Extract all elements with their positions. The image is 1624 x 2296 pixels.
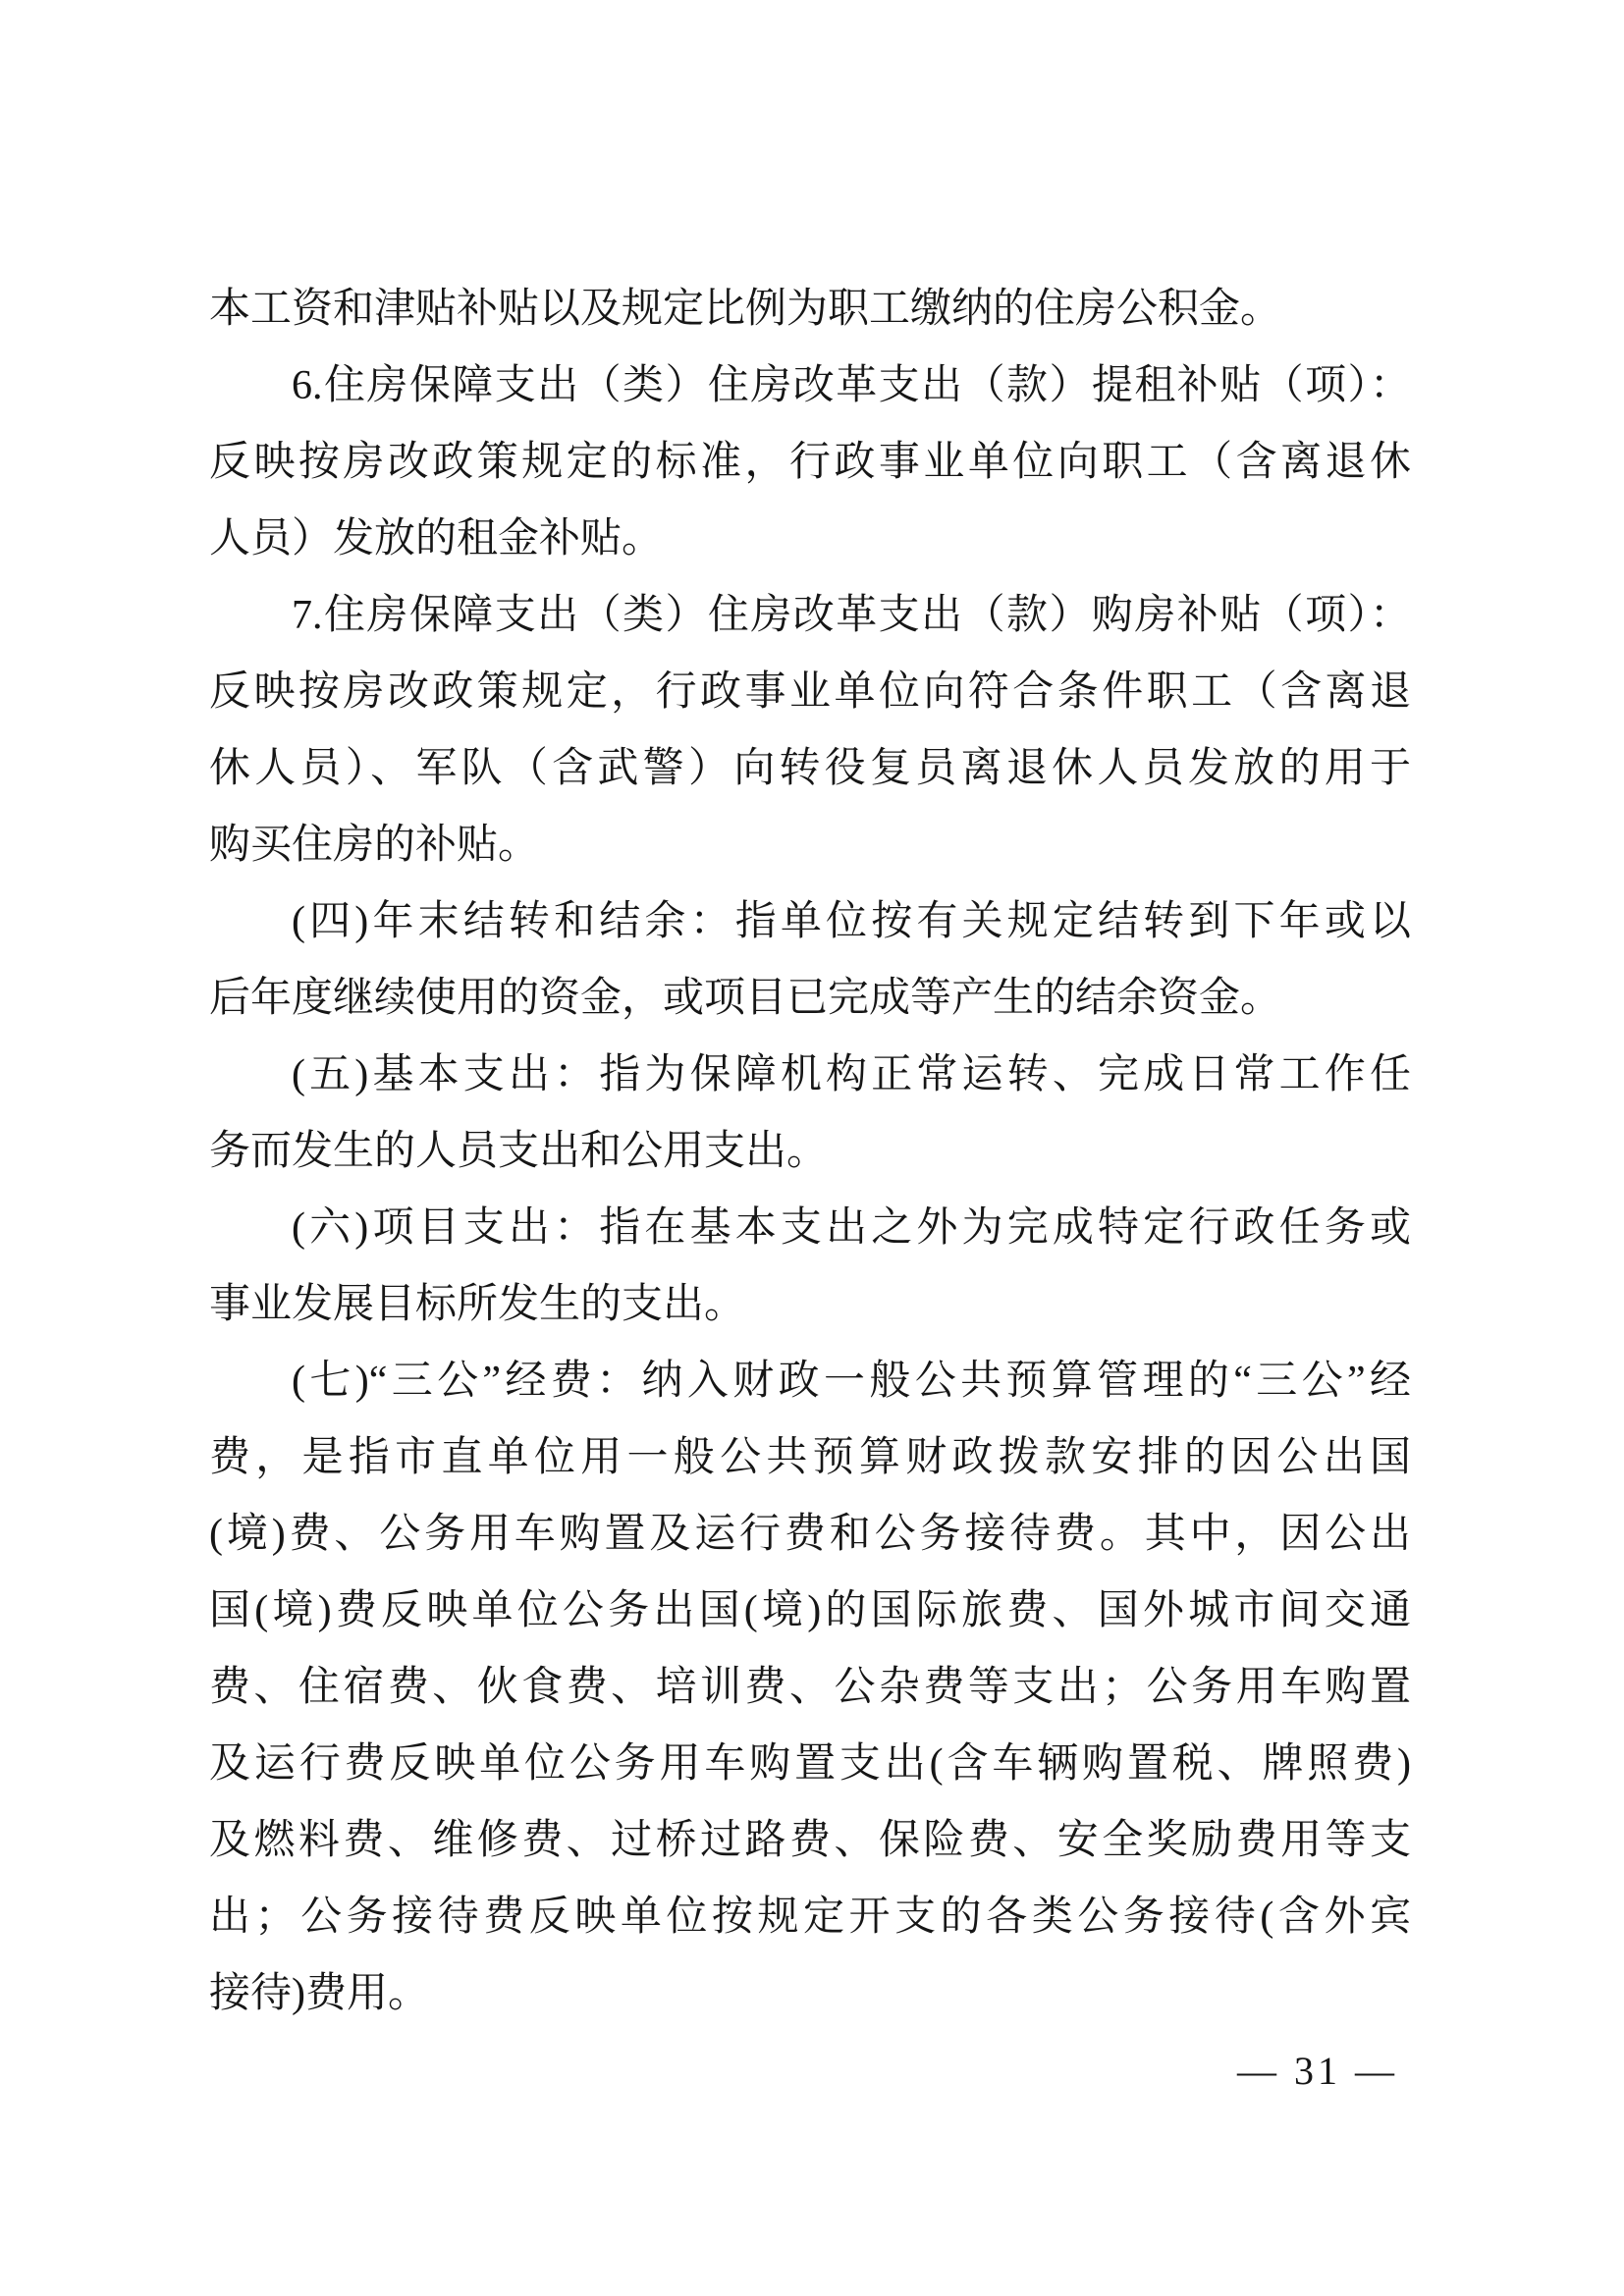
- text-line: 费、住宿费、伙食费、培训费、公杂费等支出；公务用车购置: [209, 1665, 1411, 1710]
- text-line: 国(境)费反映单位公务出国(境)的国际旅费、国外城市间交通: [209, 1588, 1411, 1633]
- text-line: 后年度继续使用的资金，或项目已完成等产生的结余资金。: [209, 976, 1282, 1021]
- text-line: 6.住房保障支出（类）住房改革支出（款）提租补贴（项）：: [292, 363, 1411, 408]
- text-line: 及燃料费、维修费、过桥过路费、保险费、安全奖励费用等支: [209, 1818, 1411, 1863]
- text-line: (四)年末结转和结余：指单位按有关规定结转到下年或以: [292, 899, 1411, 944]
- text-line: 事业发展目标所发生的支出。: [209, 1282, 746, 1327]
- text-line: 费，是指市直单位用一般公共预算财政拨款安排的因公出国: [209, 1435, 1411, 1480]
- text-line: 反映按房改政策规定，行政事业单位向符合条件职工（含离退: [209, 669, 1411, 715]
- text-line: 本工资和津贴补贴以及规定比例为职工缴纳的住房公积金。: [209, 287, 1282, 332]
- text-line: 反映按房改政策规定的标准，行政事业单位向职工（含离退休: [209, 440, 1411, 485]
- text-line: (六)项目支出：指在基本支出之外为完成特定行政任务或: [292, 1205, 1411, 1251]
- text-line: (五)基本支出：指为保障机构正常运转、完成日常工作任: [292, 1052, 1411, 1097]
- text-line: 人员）发放的租金补贴。: [209, 516, 664, 561]
- text-line: 务而发生的人员支出和公用支出。: [209, 1129, 829, 1174]
- text-line: 出；公务接待费反映单位按规定开支的各类公务接待(含外宾: [209, 1895, 1411, 1940]
- text-line: 购买住房的补贴。: [209, 823, 540, 868]
- text-line: (境)费、公务用车购置及运行费和公务接待费。其中，因公出: [209, 1512, 1411, 1557]
- document-body: [209, 271, 1411, 2032]
- text-line: 及运行费反映单位公务用车购置支出(含车辆购置税、牌照费): [209, 1741, 1411, 1787]
- text-line: 接待)费用。: [209, 1971, 429, 2016]
- text-line: 休人员）、军队（含武警）向转役复员离退休人员发放的用于: [209, 746, 1411, 791]
- page-number: — 31 —: [1237, 2049, 1398, 2093]
- text-line: 7.住房保障支出（类）住房改革支出（款）购房补贴（项）：: [292, 593, 1411, 638]
- text-line: (七)“三公”经费：纳入财政一般公共预算管理的“三公”经: [292, 1359, 1411, 1404]
